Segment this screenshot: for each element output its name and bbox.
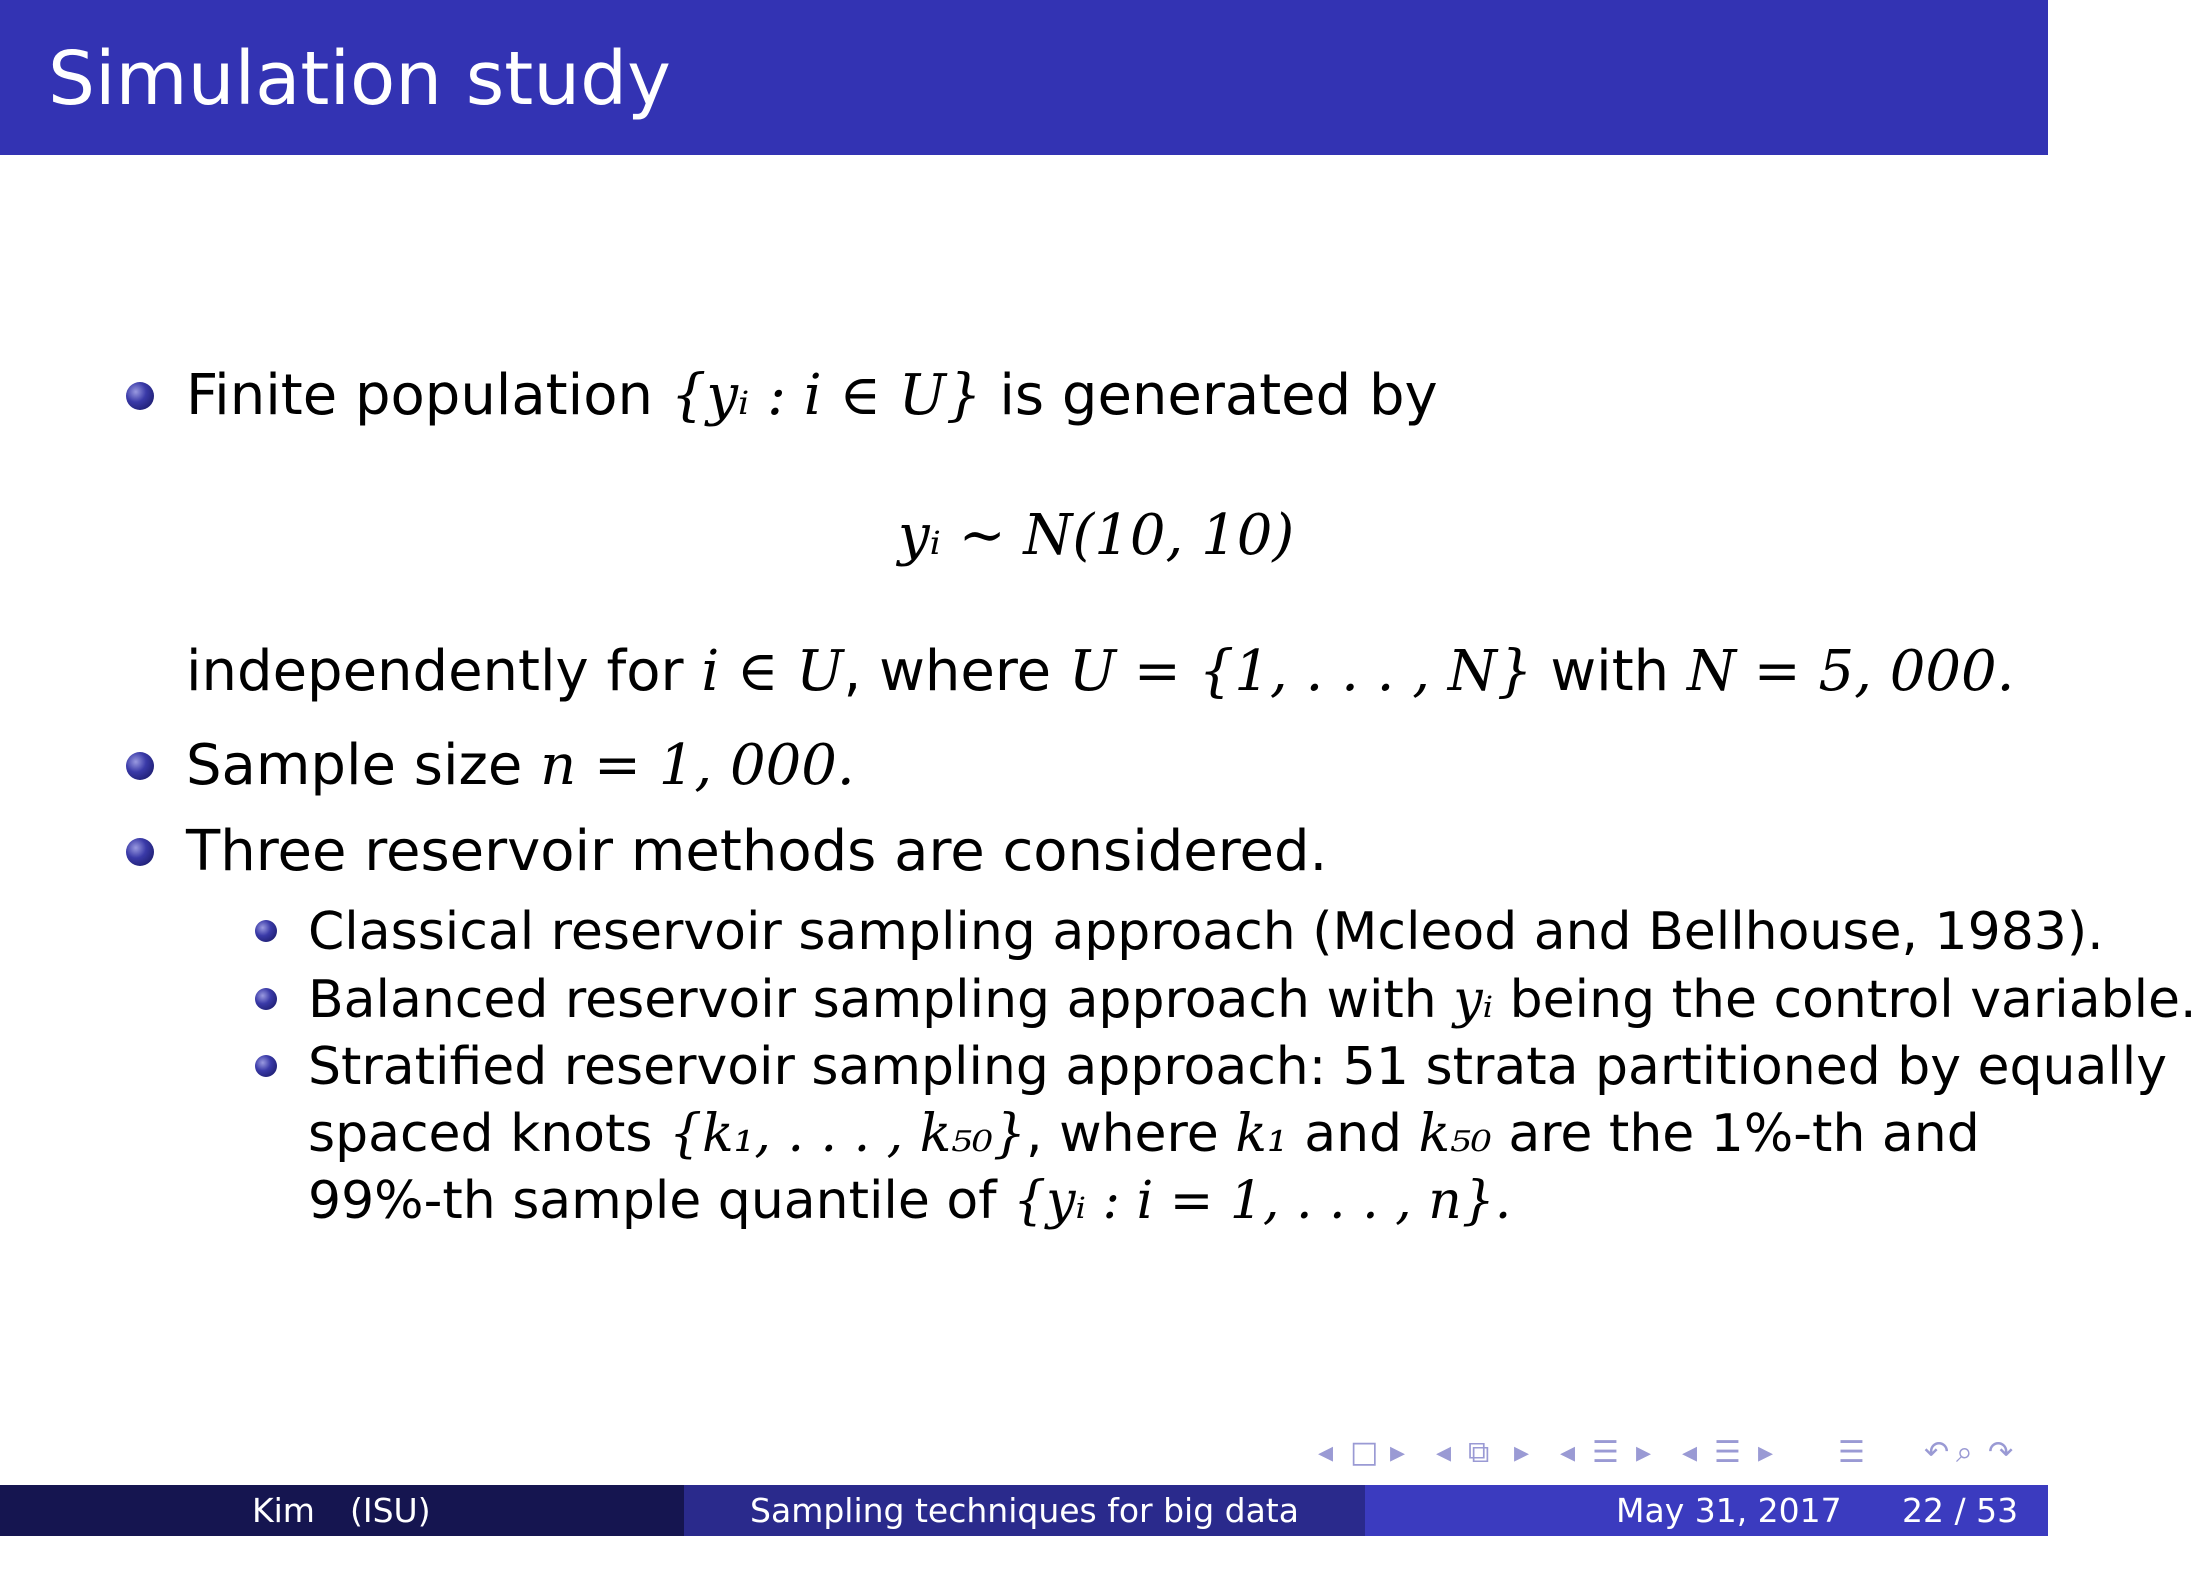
footer-institute: (ISU)	[350, 1491, 431, 1530]
bullet-text: Sample size	[186, 733, 523, 798]
nav-section-prev-icon[interactable]: ◂	[1560, 1435, 1576, 1470]
bullet-text-suffix: is generated by	[999, 363, 1438, 428]
nav-frame-prev-icon[interactable]: ◂	[1318, 1435, 1334, 1470]
bullet-methods: Three reservoir methods are considered.	[186, 819, 1328, 884]
bullet-text: Finite population	[186, 363, 653, 428]
bullet-marker	[126, 382, 154, 410]
footer-talk-title: Sampling techniques for big data analysis	[750, 1491, 1299, 1581]
nav-doc-next-icon[interactable]: ▸	[1758, 1435, 1774, 1470]
subbullet-text: , where	[1026, 1104, 1219, 1164]
math-k1: k₁	[1235, 1104, 1288, 1164]
population-set: {yᵢ : i ∈ U}	[670, 363, 982, 428]
subbullet-text: are the 1%-th and	[1508, 1104, 1980, 1164]
math-n-value: n = 1, 000.	[540, 733, 855, 798]
math-knots: {k₁, . . . , k₅₀}	[668, 1104, 1027, 1164]
subbullet-marker	[255, 920, 277, 942]
math-sample-set: {yᵢ : i = 1, . . . , n}.	[1013, 1171, 1512, 1231]
nav-align-icon[interactable]: ☰	[1838, 1435, 1865, 1470]
slide-title: Simulation study	[48, 36, 671, 122]
subbullet-marker	[255, 1055, 277, 1077]
math-i-in-U: i ∈ U	[701, 639, 844, 704]
nav-back-icon[interactable]: ↶	[1924, 1435, 1950, 1470]
subbullet-stratified-line1: Stratified reservoir sampling approach: 51 strata partitioned by equally	[308, 1037, 2168, 1097]
footer-date: May 31, 2017	[1616, 1491, 1842, 1530]
math-yi: yᵢ	[1453, 970, 1494, 1030]
footer-title-box	[684, 1485, 1365, 1581]
nav-section-icon[interactable]: ☰	[1592, 1435, 1619, 1470]
nav-subsection-prev-icon[interactable]: ◂	[1436, 1435, 1452, 1470]
footer-date-box	[1365, 1485, 2048, 1536]
subbullet-text: 99%-th sample quantile of	[308, 1171, 997, 1231]
subbullet-balanced	[308, 970, 2197, 1030]
nav-subsection-next-icon[interactable]: ▸	[1514, 1435, 1530, 1470]
continuation-text: independently for	[186, 639, 684, 704]
nav-section-next-icon[interactable]: ▸	[1636, 1435, 1652, 1470]
math-U-set: U = {1, . . . , N}	[1068, 639, 1533, 704]
math-k50: k₅₀	[1418, 1104, 1492, 1164]
footer-page-number: 22 / 53	[1902, 1491, 2019, 1530]
subbullet-text: Balanced reservoir sampling approach with	[308, 970, 1437, 1030]
subbullet-text: and	[1304, 1104, 1403, 1164]
math-N-value: N = 5, 000.	[1686, 639, 2015, 704]
bullet-marker	[126, 838, 154, 866]
slide-footer	[0, 1485, 2048, 1581]
nav-doc-icon[interactable]: ☰	[1714, 1435, 1741, 1470]
subbullet-marker	[255, 988, 277, 1010]
continuation-text: with	[1550, 639, 1670, 704]
bullet-population	[186, 363, 1438, 428]
nav-doc-prev-icon[interactable]: ◂	[1682, 1435, 1698, 1470]
nav-subsection-icon[interactable]: ⧉	[1468, 1435, 1490, 1470]
subbullet-classical: Classical reservoir sampling approach (Mcleod and Bellhouse, 1983).	[308, 902, 2104, 962]
nav-forward-icon[interactable]: ↷	[1988, 1435, 2014, 1470]
subbullet-text: being the control variable.	[1509, 970, 2197, 1030]
footer-author-box	[0, 1485, 684, 1536]
nav-search-icon[interactable]: ⌕	[1956, 1435, 1973, 1470]
bullet-continuation	[186, 639, 2015, 704]
subbullet-text: spaced knots	[308, 1104, 653, 1164]
continuation-text: , where	[843, 639, 1052, 704]
bullet-sample-size	[186, 733, 855, 798]
nav-frame-next-icon[interactable]: ▸	[1390, 1435, 1406, 1470]
bullet-marker	[126, 752, 154, 780]
nav-frame-icon[interactable]: □	[1350, 1435, 1379, 1470]
footer-author: Kim	[252, 1491, 315, 1530]
subbullet-stratified-line2	[308, 1104, 1980, 1164]
display-formula: yᵢ ∼ N(10, 10)	[898, 503, 1295, 568]
subbullet-stratified-line3	[308, 1171, 1512, 1231]
